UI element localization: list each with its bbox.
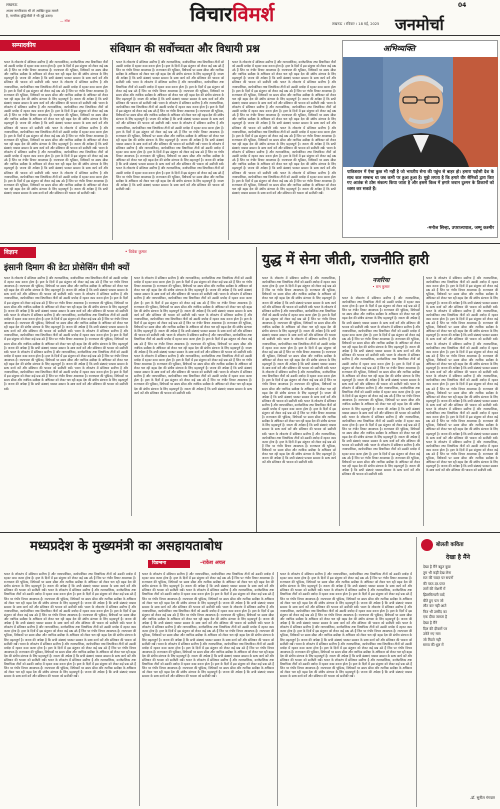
main-story-headline: युद्ध में सेना जीती, राजनीति हारी — [262, 252, 429, 268]
column-divider — [139, 572, 140, 806]
bottom-story-byline: –राकेश अचल — [200, 560, 226, 566]
najariya-label-box — [342, 276, 420, 294]
poem-line: जो मिटते नहीं — [423, 637, 441, 642]
tagline-line1: अपना नागरिकत्व भी तो आखिर कुछ मायने — [6, 9, 59, 13]
bottom-column-1: भारत के लोकतंत्र में संविधान सर्वोच्च है और न्यायपालिका, कार्यपालिका तथा विधायिका तीनों को उसकी मर्यादा में रहकर काम करना होता है। हाल के दिनों में इस संतुलन को लेकर कई प्रश्न उठे हैं जिन पर गंभीर विचार आवश्यक है। राज्यपाल की भूमिका, विधेयकों पर समय सीमा और न्यायिक समीक्षा के अधिकार को लेकर चल रही बहस देश की संघीय संरचना के लिए महत्वपूर्ण है। जनता की अपेक्षा है कि सभी संस्थाएं परस्पर सम्मान के साथ कार्य करें और संविधान की भावना को सर्वोपरि रखें। भारत के लोकतंत्र में संविधान सर्वोच्च है और न्यायपालिका, कार्यपालिका तथा विधायिका तीनों को उसकी मर्यादा में रहकर काम करना होता है। हाल के दिनों में इस संतुलन को लेकर कई प्रश्न उठे हैं जिन पर गंभीर विचार आवश्यक है। राज्यपाल की भूमिका, विधेयकों पर समय सीमा और न्यायिक समीक्षा के अधिकार को लेकर चल रही बहस देश की संघीय संरचना के लिए महत्वपूर्ण है। जनता की अपेक्षा है कि सभी संस्थाएं परस्पर सम्मान के साथ कार्य करें और संविधान की भावना को सर्वोपरि रखें। भारत के लोकतंत्र में संविधान सर्वोच्च है और न्यायपालिका, कार्यपालिका तथा विधायिका तीनों को उसकी मर्यादा में रहकर काम करना होता है। हाल के दिनों में इस संतुलन को लेकर कई प्रश्न उठे हैं जिन पर गंभीर विचार आवश्यक है। राज्यपाल की भूमिका, विधेयकों पर समय सीमा और न्यायिक समीक्षा के अधिकार को लेकर चल रही बहस देश की संघीय संरचना के लिए महत्वपूर्ण है। जनता की अपेक्षा है कि सभी संस्थाएं परस्पर सम्मान के साथ कार्य करें और संविधान की भावना को सर्वोपरि रखें। भारत के लोकतंत्र में संविधान सर्वोच्च है और न्यायपालिका, कार्यपालिका तथा विधायिका तीनों को उसकी मर्यादा में रहकर काम करना होता है। हाल के दिनों में इस संतुलन को लेकर कई प्रश्न उठे हैं जिन पर गंभीर विचार आवश्यक है। राज्यपाल की भूमिका, विधेयकों पर समय सीमा और न्यायिक समीक्षा के अधिकार को लेकर चल रही बहस देश की संघीय संरचना के लिए महत्वपूर्ण है। जनता की अपेक्षा है कि सभी संस्थाएं परस्पर सम्मान के साथ कार्य करें और संविधान की भावना को सर्वोपरि रखें। भारत के लोकतंत्र में संविधान सर्वोच्च है और न्यायपालिका, कार्यपालिका तथा विधायिका तीनों को उसकी मर्यादा में रहकर काम करना होता है। हाल के दिनों में इस संतुलन को लेकर कई प्रश्न उठे हैं जिन पर गंभीर विचार आवश्यक है। राज्यपाल की भूमिका, विधेयकों पर समय सीमा और न्यायिक समीक्षा के अधिकार को लेकर चल रही बहस देश की संघीय संरचना के लिए महत्वपूर्ण है। जनता की अपेक्षा है कि सभी संस्थाएं परस्पर सम्मान के साथ कार्य करें और संविधान की भावना को सर्वोपरि रखें। भारत के लोकतंत्र में संविधान सर्वोच्च है और न्यायपालिका, कार्यपालिका तथा विधायिका तीनों को उसकी मर्यादा में रहकर काम करना होता है। हाल के दिनों में इस संतुलन को लेकर कई प्रश्न उठे हैं जिन पर गंभीर विचार आवश्यक है। राज्यपाल की भूमिका, विधेयकों पर समय सीमा और न्यायिक समीक्षा के अधिकार को लेकर चल रही बहस देश की संघीय संरचना के लिए महत्वपूर्ण है। जनता की अपेक्षा है कि सभी संस्थाएं परस्पर सम्मान के साथ कार्य करें और संविधान की भावना को सर्वोपरि रखें। — [4, 572, 136, 679]
column-divider — [256, 247, 257, 532]
poem-line: तुम भी कहीं देख लेना — [423, 570, 452, 575]
section-rule — [0, 243, 500, 244]
poem-lines — [423, 565, 495, 649]
vidambana-label: विडम्बना — [148, 560, 190, 568]
abhivyakti-attribution: -मनोज सिन्हा, उपराज्यपाल, जम्मू कश्मीर — [426, 226, 494, 231]
column-divider — [112, 60, 113, 240]
poem-line: देखा है मैंने बहुत कुछ — [423, 565, 451, 569]
poem-line: उकेरे गए नाम — [423, 632, 441, 637]
poem-line: लौट कर नहीं आते — [423, 604, 447, 609]
vimarsh-word: विमर्श — [232, 2, 275, 26]
small-left-label: लखनऊ — [6, 2, 18, 7]
poem-line: फिर भी उम्मीद का — [423, 609, 447, 614]
editorial-label: सम्पादकीय — [0, 40, 80, 51]
poem-title: देखा है मैंने — [446, 554, 470, 561]
portrait-photo — [343, 57, 498, 167]
poem-line: रात की चादर पर सपनों — [423, 576, 454, 581]
section-title-vichar-vimarsh — [190, 3, 274, 25]
vigyan-column-1: भारत के लोकतंत्र में संविधान सर्वोच्च है और न्यायपालिका, कार्यपालिका तथा विधायिका तीनों को उसकी मर्यादा में रहकर काम करना होता है। हाल के दिनों में इस संतुलन को लेकर कई प्रश्न उठे हैं जिन पर गंभीर विचार आवश्यक है। राज्यपाल की भूमिका, विधेयकों पर समय सीमा और न्यायिक समीक्षा के अधिकार को लेकर चल रही बहस देश की संघीय संरचना के लिए महत्वपूर्ण है। जनता की अपेक्षा है कि सभी संस्थाएं परस्पर सम्मान के साथ कार्य करें और संविधान की भावना को सर्वोपरि रखें। भारत के लोकतंत्र में संविधान सर्वोच्च है और न्यायपालिका, कार्यपालिका तथा विधायिका तीनों को उसकी मर्यादा में रहकर काम करना होता है। हाल के दिनों में इस संतुलन को लेकर कई प्रश्न उठे हैं जिन पर गंभीर विचार आवश्यक है। राज्यपाल की भूमिका, विधेयकों पर समय सीमा और न्यायिक समीक्षा के अधिकार को लेकर चल रही बहस देश की संघीय संरचना के लिए महत्वपूर्ण है। जनता की अपेक्षा है कि सभी संस्थाएं परस्पर सम्मान के साथ कार्य करें और संविधान की भावना को सर्वोपरि रखें। भारत के लोकतंत्र में संविधान सर्वोच्च है और न्यायपालिका, कार्यपालिका तथा विधायिका तीनों को उसकी मर्यादा में रहकर काम करना होता है। हाल के दिनों में इस संतुलन को लेकर कई प्रश्न उठे हैं जिन पर गंभीर विचार आवश्यक है। राज्यपाल की भूमिका, विधेयकों पर समय सीमा और न्यायिक समीक्षा के अधिकार को लेकर चल रही बहस देश की संघीय संरचना के लिए महत्वपूर्ण है। जनता की अपेक्षा है कि सभी संस्थाएं परस्पर सम्मान के साथ कार्य करें और संविधान की भावना को सर्वोपरि रखें। भारत के लोकतंत्र में संविधान सर्वोच्च है और न्यायपालिका, कार्यपालिका तथा विधायिका तीनों को उसकी मर्यादा में रहकर काम करना होता है। हाल के दिनों में इस संतुलन को लेकर कई प्रश्न उठे हैं जिन पर गंभीर विचार आवश्यक है। राज्यपाल की भूमिका, विधेयकों पर समय सीमा और न्यायिक समीक्षा के अधिकार को लेकर चल रही बहस देश की संघीय संरचना के लिए महत्वपूर्ण है। जनता की अपेक्षा है कि सभी संस्थाएं परस्पर सम्मान के साथ कार्य करें और संविधान की भावना को सर्वोपरि रखें। भारत के लोकतंत्र में संविधान सर्वोच्च है और न्यायपालिका, कार्यपालिका तथा विधायिका तीनों को उसकी मर्यादा में रहकर काम करना होता है। हाल के दिनों में इस संतुलन को लेकर कई प्रश्न उठे हैं जिन पर गंभीर विचार आवश्यक है। राज्यपाल की भूमिका, विधेयकों पर समय सीमा और न्यायिक समीक्षा के अधिकार को लेकर चल रही बहस देश की संघीय संरचना के लिए महत्वपूर्ण है। जनता की अपेक्षा है कि सभी संस्थाएं परस्पर सम्मान के साथ कार्य करें और संविधान की भावना को सर्वोपरि रखें। भारत के लोकतंत्र में संविधान सर्वोच्च है और न्यायपालिका, कार्यपालिका तथा विधायिका तीनों को उसकी मर्यादा में रहकर काम करना होता है। हाल के दिनों में इस संतुलन को लेकर कई प्रश्न उठे हैं जिन पर गंभीर विचार आवश्यक है। राज्यपाल की भूमिका, विधेयकों पर समय सीमा और न्यायिक समीक्षा के अधिकार को लेकर चल रही बहस देश की संघीय संरचना के लिए महत्वपूर्ण है। जनता की अपेक्षा है कि सभी संस्थाएं परस्पर सम्मान के साथ कार्य करें और संविधान की भावना को सर्वोपरि रखें। — [4, 276, 128, 391]
editorial-headline: संविधान की सर्वोच्चता और विधायी प्रश्न — [110, 43, 260, 55]
date-line: लखनऊ । रविवार । 18 मई, 2025 — [332, 22, 380, 26]
column-divider — [131, 276, 132, 516]
poem-line: दिल की दीवारों पर — [423, 626, 448, 631]
column-divider — [339, 276, 340, 526]
brand-logo: जनमोर्चा — [395, 15, 444, 34]
page-number: 04 — [458, 2, 467, 9]
poem-line: समय की धूल में — [423, 643, 444, 648]
vigyan-headline: इंसानी दिमाग की डेटा प्रोसेसिंग धीमी क्यों — [4, 262, 130, 272]
editorial-column-1: भारत के लोकतंत्र में संविधान सर्वोच्च है और न्यायपालिका, कार्यपालिका तथा विधायिका तीनों को उसकी मर्यादा में रहकर काम करना होता है। हाल के दिनों में इस संतुलन को लेकर कई प्रश्न उठे हैं जिन पर गंभीर विचार आवश्यक है। राज्यपाल की भूमिका, विधेयकों पर समय सीमा और न्यायिक समीक्षा के अधिकार को लेकर चल रही बहस देश की संघीय संरचना के लिए महत्वपूर्ण है। जनता की अपेक्षा है कि सभी संस्थाएं परस्पर सम्मान के साथ कार्य करें और संविधान की भावना को सर्वोपरि रखें। भारत के लोकतंत्र में संविधान सर्वोच्च है और न्यायपालिका, कार्यपालिका तथा विधायिका तीनों को उसकी मर्यादा में रहकर काम करना होता है। हाल के दिनों में इस संतुलन को लेकर कई प्रश्न उठे हैं जिन पर गंभीर विचार आवश्यक है। राज्यपाल की भूमिका, विधेयकों पर समय सीमा और न्यायिक समीक्षा के अधिकार को लेकर चल रही बहस देश की संघीय संरचना के लिए महत्वपूर्ण है। जनता की अपेक्षा है कि सभी संस्थाएं परस्पर सम्मान के साथ कार्य करें और संविधान की भावना को सर्वोपरि रखें। भारत के लोकतंत्र में संविधान सर्वोच्च है और न्यायपालिका, कार्यपालिका तथा विधायिका तीनों को उसकी मर्यादा में रहकर काम करना होता है। हाल के दिनों में इस संतुलन को लेकर कई प्रश्न उठे हैं जिन पर गंभीर विचार आवश्यक है। राज्यपाल की भूमिका, विधेयकों पर समय सीमा और न्यायिक समीक्षा के अधिकार को लेकर चल रही बहस देश की संघीय संरचना के लिए महत्वपूर्ण है। जनता की अपेक्षा है कि सभी संस्थाएं परस्पर सम्मान के साथ कार्य करें और संविधान की भावना को सर्वोपरि रखें। भारत के लोकतंत्र में संविधान सर्वोच्च है और न्यायपालिका, कार्यपालिका तथा विधायिका तीनों को उसकी मर्यादा में रहकर काम करना होता है। हाल के दिनों में इस संतुलन को लेकर कई प्रश्न उठे हैं जिन पर गंभीर विचार आवश्यक है। राज्यपाल की भूमिका, विधेयकों पर समय सीमा और न्यायिक समीक्षा के अधिकार को लेकर चल रही बहस देश की संघीय संरचना के लिए महत्वपूर्ण है। जनता की अपेक्षा है कि सभी संस्थाएं परस्पर सम्मान के साथ कार्य करें और संविधान की भावना को सर्वोपरि रखें। भारत के लोकतंत्र में संविधान सर्वोच्च है और न्यायपालिका, कार्यपालिका तथा विधायिका तीनों को उसकी मर्यादा में रहकर काम करना होता है। हाल के दिनों में इस संतुलन को लेकर कई प्रश्न उठे हैं जिन पर गंभीर विचार आवश्यक है। राज्यपाल की भूमिका, विधेयकों पर समय सीमा और न्यायिक समीक्षा के अधिकार को लेकर चल रही बहस देश की संघीय संरचना के लिए महत्वपूर्ण है। जनता की अपेक्षा है कि सभी संस्थाएं परस्पर सम्मान के साथ कार्य करें और संविधान की भावना को सर्वोपरि रखें। भारत के लोकतंत्र में संविधान सर्वोच्च है और न्यायपालिका, कार्यपालिका तथा विधायिका तीनों को उसकी मर्यादा में रहकर काम करना होता है। हाल के दिनों में इस संतुलन को लेकर कई प्रश्न उठे हैं जिन पर गंभीर विचार आवश्यक है। राज्यपाल की भूमिका, विधेयकों पर समय सीमा और न्यायिक समीक्षा के अधिकार को लेकर चल रही बहस देश की संघीय संरचना के लिए महत्वपूर्ण है। जनता की अपेक्षा है कि सभी संस्थाएं परस्पर सम्मान के साथ कार्य करें और संविधान की भावना को सर्वोपरि रखें। — [4, 60, 108, 195]
column-divider — [228, 60, 229, 240]
poem-line: बीते हुए पल जो — [423, 598, 444, 603]
abhivyakti-quote: पाकिस्तान में ऐसा कुछ भी नहीं है जो भारतीय सेना की पहुंच से बाहर हो। हमारा पड़ोसी देश के साथ कल सम्बन्ध था जब कभी पर हुआ हुआ है। मुझे लगता है कि हमारे वीर सैनिकों द्वारा किए गए आतंक से ठोस संकल्प किया जाता है और इससे विश्व में हमारे जवान दुश्मन के ठिकानों को ध्वस्त कर सकते हैं। — [347, 169, 494, 191]
bottom-story-headline: मध्यप्रदेश के मुख्यमंत्री का असहायताबोध — [30, 539, 223, 554]
editorial-column-2: भारत के लोकतंत्र में संविधान सर्वोच्च है और न्यायपालिका, कार्यपालिका तथा विधायिका तीनों को उसकी मर्यादा में रहकर काम करना होता है। हाल के दिनों में इस संतुलन को लेकर कई प्रश्न उठे हैं जिन पर गंभीर विचार आवश्यक है। राज्यपाल की भूमिका, विधेयकों पर समय सीमा और न्यायिक समीक्षा के अधिकार को लेकर चल रही बहस देश की संघीय संरचना के लिए महत्वपूर्ण है। जनता की अपेक्षा है कि सभी संस्थाएं परस्पर सम्मान के साथ कार्य करें और संविधान की भावना को सर्वोपरि रखें। भारत के लोकतंत्र में संविधान सर्वोच्च है और न्यायपालिका, कार्यपालिका तथा विधायिका तीनों को उसकी मर्यादा में रहकर काम करना होता है। हाल के दिनों में इस संतुलन को लेकर कई प्रश्न उठे हैं जिन पर गंभीर विचार आवश्यक है। राज्यपाल की भूमिका, विधेयकों पर समय सीमा और न्यायिक समीक्षा के अधिकार को लेकर चल रही बहस देश की संघीय संरचना के लिए महत्वपूर्ण है। जनता की अपेक्षा है कि सभी संस्थाएं परस्पर सम्मान के साथ कार्य करें और संविधान की भावना को सर्वोपरि रखें। भारत के लोकतंत्र में संविधान सर्वोच्च है और न्यायपालिका, कार्यपालिका तथा विधायिका तीनों को उसकी मर्यादा में रहकर काम करना होता है। हाल के दिनों में इस संतुलन को लेकर कई प्रश्न उठे हैं जिन पर गंभीर विचार आवश्यक है। राज्यपाल की भूमिका, विधेयकों पर समय सीमा और न्यायिक समीक्षा के अधिकार को लेकर चल रही बहस देश की संघीय संरचना के लिए महत्वपूर्ण है। जनता की अपेक्षा है कि सभी संस्थाएं परस्पर सम्मान के साथ कार्य करें और संविधान की भावना को सर्वोपरि रखें। भारत के लोकतंत्र में संविधान सर्वोच्च है और न्यायपालिका, कार्यपालिका तथा विधायिका तीनों को उसकी मर्यादा में रहकर काम करना होता है। हाल के दिनों में इस संतुलन को लेकर कई प्रश्न उठे हैं जिन पर गंभीर विचार आवश्यक है। राज्यपाल की भूमिका, विधेयकों पर समय सीमा और न्यायिक समीक्षा के अधिकार को लेकर चल रही बहस देश की संघीय संरचना के लिए महत्वपूर्ण है। जनता की अपेक्षा है कि सभी संस्थाएं परस्पर सम्मान के साथ कार्य करें और संविधान की भावना को सर्वोपरि रखें। भारत के लोकतंत्र में संविधान सर्वोच्च है और न्यायपालिका, कार्यपालिका तथा विधायिका तीनों को उसकी मर्यादा में रहकर काम करना होता है। हाल के दिनों में इस संतुलन को लेकर कई प्रश्न उठे हैं जिन पर गंभीर विचार आवश्यक है। राज्यपाल की भूमिका, विधेयकों पर समय सीमा और न्यायिक समीक्षा के अधिकार को लेकर चल रही बहस देश की संघीय संरचना के लिए महत्वपूर्ण है। जनता की अपेक्षा है कि सभी संस्थाएं परस्पर सम्मान के साथ कार्य करें और संविधान की भावना को सर्वोपरि रखें। भारत के लोकतंत्र में संविधान सर्वोच्च है और न्यायपालिका, कार्यपालिका तथा विधायिका तीनों को उसकी मर्यादा में रहकर काम करना होता है। हाल के दिनों में इस संतुलन को लेकर कई प्रश्न उठे हैं जिन पर गंभीर विचार आवश्यक है। राज्यपाल की भूमिका, विधेयकों पर समय सीमा और न्यायिक समीक्षा के अधिकार को लेकर चल रही बहस देश की संघीय संरचना के लिए महत्वपूर्ण है। जनता की अपेक्षा है कि सभी संस्थाएं परस्पर सम्मान के साथ कार्य करें और संविधान की भावना को सर्वोपरि रखें। — [116, 60, 224, 191]
tagline-author: — नरेश — [60, 19, 71, 23]
abhivyakti-label: अभिव्यक्ति — [383, 44, 416, 53]
poem-author: -डॉ. सुनील गंगवार — [469, 795, 495, 800]
vichar-word: विचार — [190, 2, 233, 26]
vigyan-byline: • विवेक कुमार — [125, 249, 147, 254]
abhivyakti-box — [342, 40, 498, 238]
najariya-label: नजरिया — [372, 277, 390, 284]
main-story-column-3: भारत के लोकतंत्र में संविधान सर्वोच्च है और न्यायपालिका, कार्यपालिका तथा विधायिका तीनों को उसकी मर्यादा में रहकर काम करना होता है। हाल के दिनों में इस संतुलन को लेकर कई प्रश्न उठे हैं जिन पर गंभीर विचार आवश्यक है। राज्यपाल की भूमिका, विधेयकों पर समय सीमा और न्यायिक समीक्षा के अधिकार को लेकर चल रही बहस देश की संघीय संरचना के लिए महत्वपूर्ण है। जनता की अपेक्षा है कि सभी संस्थाएं परस्पर सम्मान के साथ कार्य करें और संविधान की भावना को सर्वोपरि रखें। भारत के लोकतंत्र में संविधान सर्वोच्च है और न्यायपालिका, कार्यपालिका तथा विधायिका तीनों को उसकी मर्यादा में रहकर काम करना होता है। हाल के दिनों में इस संतुलन को लेकर कई प्रश्न उठे हैं जिन पर गंभीर विचार आवश्यक है। राज्यपाल की भूमिका, विधेयकों पर समय सीमा और न्यायिक समीक्षा के अधिकार को लेकर चल रही बहस देश की संघीय संरचना के लिए महत्वपूर्ण है। जनता की अपेक्षा है कि सभी संस्थाएं परस्पर सम्मान के साथ कार्य करें और संविधान की भावना को सर्वोपरि रखें। भारत के लोकतंत्र में संविधान सर्वोच्च है और न्यायपालिका, कार्यपालिका तथा विधायिका तीनों को उसकी मर्यादा में रहकर काम करना होता है। हाल के दिनों में इस संतुलन को लेकर कई प्रश्न उठे हैं जिन पर गंभीर विचार आवश्यक है। राज्यपाल की भूमिका, विधेयकों पर समय सीमा और न्यायिक समीक्षा के अधिकार को लेकर चल रही बहस देश की संघीय संरचना के लिए महत्वपूर्ण है। जनता की अपेक्षा है कि सभी संस्थाएं परस्पर सम्मान के साथ कार्य करें और संविधान की भावना को सर्वोपरि रखें। भारत के लोकतंत्र में संविधान सर्वोच्च है और न्यायपालिका, कार्यपालिका तथा विधायिका तीनों को उसकी मर्यादा में रहकर काम करना होता है। हाल के दिनों में इस संतुलन को लेकर कई प्रश्न उठे हैं जिन पर गंभीर विचार आवश्यक है। राज्यपाल की भूमिका, विधेयकों पर समय सीमा और न्यायिक समीक्षा के अधिकार को लेकर चल रही बहस देश की संघीय संरचना के लिए महत्वपूर्ण है। जनता की अपेक्षा है कि सभी संस्थाएं परस्पर सम्मान के साथ कार्य करें और संविधान की भावना को सर्वोपरि रखें। भारत के लोकतंत्र में संविधान सर्वोच्च है और न्यायपालिका, कार्यपालिका तथा विधायिका तीनों को उसकी मर्यादा में रहकर काम करना होता है। हाल के दिनों में इस संतुलन को लेकर कई प्रश्न उठे हैं जिन पर गंभीर विचार आवश्यक है। राज्यपाल की भूमिका, विधेयकों पर समय सीमा और न्यायिक समीक्षा के अधिकार को लेकर चल रही बहस देश की संघीय संरचना के लिए महत्वपूर्ण है। जनता की अपेक्षा है कि सभी संस्थाएं परस्पर सम्मान के साथ कार्य करें और संविधान की भावना को सर्वोपरि रखें। भारत के लोकतंत्र में संविधान सर्वोच्च है और न्यायपालिका, कार्यपालिका तथा विधायिका तीनों को उसकी मर्यादा में रहकर काम करना होता है। हाल के दिनों में इस संतुलन को लेकर कई प्रश्न उठे हैं जिन पर गंभीर विचार आवश्यक है। राज्यपाल की भूमिका, विधेयकों पर समय सीमा और न्यायिक समीक्षा के अधिकार को लेकर चल रही बहस देश की संघीय संरचना के लिए महत्वपूर्ण है। जनता की अपेक्षा है कि सभी संस्थाएं परस्पर सम्मान के साथ कार्य करें और संविधान की भावना को सर्वोपरि रखें। — [426, 276, 498, 473]
section-rule — [0, 532, 500, 533]
poem-line: देखा है मैंने — [423, 620, 438, 625]
masthead — [0, 0, 500, 40]
main-story-column-1: भारत के लोकतंत्र में संविधान सर्वोच्च है और न्यायपालिका, कार्यपालिका तथा विधायिका तीनों को उसकी मर्यादा में रहकर काम करना होता है। हाल के दिनों में इस संतुलन को लेकर कई प्रश्न उठे हैं जिन पर गंभीर विचार आवश्यक है। राज्यपाल की भूमिका, विधेयकों पर समय सीमा और न्यायिक समीक्षा के अधिकार को लेकर चल रही बहस देश की संघीय संरचना के लिए महत्वपूर्ण है। जनता की अपेक्षा है कि सभी संस्थाएं परस्पर सम्मान के साथ कार्य करें और संविधान की भावना को सर्वोपरि रखें। भारत के लोकतंत्र में संविधान सर्वोच्च है और न्यायपालिका, कार्यपालिका तथा विधायिका तीनों को उसकी मर्यादा में रहकर काम करना होता है। हाल के दिनों में इस संतुलन को लेकर कई प्रश्न उठे हैं जिन पर गंभीर विचार आवश्यक है। राज्यपाल की भूमिका, विधेयकों पर समय सीमा और न्यायिक समीक्षा के अधिकार को लेकर चल रही बहस देश की संघीय संरचना के लिए महत्वपूर्ण है। जनता की अपेक्षा है कि सभी संस्थाएं परस्पर सम्मान के साथ कार्य करें और संविधान की भावना को सर्वोपरि रखें। भारत के लोकतंत्र में संविधान सर्वोच्च है और न्यायपालिका, कार्यपालिका तथा विधायिका तीनों को उसकी मर्यादा में रहकर काम करना होता है। हाल के दिनों में इस संतुलन को लेकर कई प्रश्न उठे हैं जिन पर गंभीर विचार आवश्यक है। राज्यपाल की भूमिका, विधेयकों पर समय सीमा और न्यायिक समीक्षा के अधिकार को लेकर चल रही बहस देश की संघीय संरचना के लिए महत्वपूर्ण है। जनता की अपेक्षा है कि सभी संस्थाएं परस्पर सम्मान के साथ कार्य करें और संविधान की भावना को सर्वोपरि रखें। भारत के लोकतंत्र में संविधान सर्वोच्च है और न्यायपालिका, कार्यपालिका तथा विधायिका तीनों को उसकी मर्यादा में रहकर काम करना होता है। हाल के दिनों में इस संतुलन को लेकर कई प्रश्न उठे हैं जिन पर गंभीर विचार आवश्यक है। राज्यपाल की भूमिका, विधेयकों पर समय सीमा और न्यायिक समीक्षा के अधिकार को लेकर चल रही बहस देश की संघीय संरचना के लिए महत्वपूर्ण है। जनता की अपेक्षा है कि सभी संस्थाएं परस्पर सम्मान के साथ कार्य करें और संविधान की भावना को सर्वोपरि रखें। भारत के लोकतंत्र में संविधान सर्वोच्च है और न्यायपालिका, कार्यपालिका तथा विधायिका तीनों को उसकी मर्यादा में रहकर काम करना होता है। हाल के दिनों में इस संतुलन को लेकर कई प्रश्न उठे हैं जिन पर गंभीर विचार आवश्यक है। राज्यपाल की भूमिका, विधेयकों पर समय सीमा और न्यायिक समीक्षा के अधिकार को लेकर चल रही बहस देश की संघीय संरचना के लिए महत्वपूर्ण है। जनता की अपेक्षा है कि सभी संस्थाएं परस्पर सम्मान के साथ कार्य करें और संविधान की भावना को सर्वोपरि रखें। भारत के लोकतंत्र में संविधान सर्वोच्च है और न्यायपालिका, कार्यपालिका तथा विधायिका तीनों को उसकी मर्यादा में रहकर काम करना होता है। हाल के दिनों में इस संतुलन को लेकर कई प्रश्न उठे हैं जिन पर गंभीर विचार आवश्यक है। राज्यपाल की भूमिका, विधेयकों पर समय सीमा और न्यायिक समीक्षा के अधिकार को लेकर चल रही बहस देश की संघीय संरचना के लिए महत्वपूर्ण है। जनता की अपेक्षा है कि सभी संस्थाएं परस्पर सम्मान के साथ कार्य करें और संविधान की भावना को सर्वोपरि रखें। — [262, 276, 336, 465]
poem-line: एक दीया जलता है — [423, 615, 448, 620]
bolti-kavita-icon — [421, 539, 433, 551]
bottom-column-2: भारत के लोकतंत्र में संविधान सर्वोच्च है और न्यायपालिका, कार्यपालिका तथा विधायिका तीनों को उसकी मर्यादा में रहकर काम करना होता है। हाल के दिनों में इस संतुलन को लेकर कई प्रश्न उठे हैं जिन पर गंभीर विचार आवश्यक है। राज्यपाल की भूमिका, विधेयकों पर समय सीमा और न्यायिक समीक्षा के अधिकार को लेकर चल रही बहस देश की संघीय संरचना के लिए महत्वपूर्ण है। जनता की अपेक्षा है कि सभी संस्थाएं परस्पर सम्मान के साथ कार्य करें और संविधान की भावना को सर्वोपरि रखें। भारत के लोकतंत्र में संविधान सर्वोच्च है और न्यायपालिका, कार्यपालिका तथा विधायिका तीनों को उसकी मर्यादा में रहकर काम करना होता है। हाल के दिनों में इस संतुलन को लेकर कई प्रश्न उठे हैं जिन पर गंभीर विचार आवश्यक है। राज्यपाल की भूमिका, विधेयकों पर समय सीमा और न्यायिक समीक्षा के अधिकार को लेकर चल रही बहस देश की संघीय संरचना के लिए महत्वपूर्ण है। जनता की अपेक्षा है कि सभी संस्थाएं परस्पर सम्मान के साथ कार्य करें और संविधान की भावना को सर्वोपरि रखें। भारत के लोकतंत्र में संविधान सर्वोच्च है और न्यायपालिका, कार्यपालिका तथा विधायिका तीनों को उसकी मर्यादा में रहकर काम करना होता है। हाल के दिनों में इस संतुलन को लेकर कई प्रश्न उठे हैं जिन पर गंभीर विचार आवश्यक है। राज्यपाल की भूमिका, विधेयकों पर समय सीमा और न्यायिक समीक्षा के अधिकार को लेकर चल रही बहस देश की संघीय संरचना के लिए महत्वपूर्ण है। जनता की अपेक्षा है कि सभी संस्थाएं परस्पर सम्मान के साथ कार्य करें और संविधान की भावना को सर्वोपरि रखें। भारत के लोकतंत्र में संविधान सर्वोच्च है और न्यायपालिका, कार्यपालिका तथा विधायिका तीनों को उसकी मर्यादा में रहकर काम करना होता है। हाल के दिनों में इस संतुलन को लेकर कई प्रश्न उठे हैं जिन पर गंभीर विचार आवश्यक है। राज्यपाल की भूमिका, विधेयकों पर समय सीमा और न्यायिक समीक्षा के अधिकार को लेकर चल रही बहस देश की संघीय संरचना के लिए महत्वपूर्ण है। जनता की अपेक्षा है कि सभी संस्थाएं परस्पर सम्मान के साथ कार्य करें और संविधान की भावना को सर्वोपरि रखें। भारत के लोकतंत्र में संविधान सर्वोच्च है और न्यायपालिका, कार्यपालिका तथा विधायिका तीनों को उसकी मर्यादा में रहकर काम करना होता है। हाल के दिनों में इस संतुलन को लेकर कई प्रश्न उठे हैं जिन पर गंभीर विचार आवश्यक है। राज्यपाल की भूमिका, विधेयकों पर समय सीमा और न्यायिक समीक्षा के अधिकार को लेकर चल रही बहस देश की संघीय संरचना के लिए महत्वपूर्ण है। जनता की अपेक्षा है कि सभी संस्थाएं परस्पर सम्मान के साथ कार्य करें और संविधान की भावना को सर्वोपरि रखें। भारत के लोकतंत्र में संविधान सर्वोच्च है और न्यायपालिका, कार्यपालिका तथा विधायिका तीनों को उसकी मर्यादा में रहकर काम करना होता है। हाल के दिनों में इस संतुलन को लेकर कई प्रश्न उठे हैं जिन पर गंभीर विचार आवश्यक है। राज्यपाल की भूमिका, विधेयकों पर समय सीमा और न्यायिक समीक्षा के अधिकार को लेकर चल रही बहस देश की संघीय संरचना के लिए महत्वपूर्ण है। जनता की अपेक्षा है कि सभी संस्थाएं परस्पर सम्मान के साथ कार्य करें और संविधान की भावना को सर्वोपरि रखें। — [142, 572, 274, 679]
masthead-rule — [0, 35, 500, 36]
vigyan-label: विज्ञान — [0, 247, 36, 258]
poem-line: तारों की रोशनी में — [423, 587, 446, 592]
tagline-line2: है, नागरिक बुद्धिजीवी ने भी मुद्दे उठाए। — [6, 14, 54, 18]
column-divider — [277, 572, 278, 806]
column-divider — [423, 276, 424, 526]
editorial-column-3: भारत के लोकतंत्र में संविधान सर्वोच्च है और न्यायपालिका, कार्यपालिका तथा विधायिका तीनों को उसकी मर्यादा में रहकर काम करना होता है। हाल के दिनों में इस संतुलन को लेकर कई प्रश्न उठे हैं जिन पर गंभीर विचार आवश्यक है। राज्यपाल की भूमिका, विधेयकों पर समय सीमा और न्यायिक समीक्षा के अधिकार को लेकर चल रही बहस देश की संघीय संरचना के लिए महत्वपूर्ण है। जनता की अपेक्षा है कि सभी संस्थाएं परस्पर सम्मान के साथ कार्य करें और संविधान की भावना को सर्वोपरि रखें। भारत के लोकतंत्र में संविधान सर्वोच्च है और न्यायपालिका, कार्यपालिका तथा विधायिका तीनों को उसकी मर्यादा में रहकर काम करना होता है। हाल के दिनों में इस संतुलन को लेकर कई प्रश्न उठे हैं जिन पर गंभीर विचार आवश्यक है। राज्यपाल की भूमिका, विधेयकों पर समय सीमा और न्यायिक समीक्षा के अधिकार को लेकर चल रही बहस देश की संघीय संरचना के लिए महत्वपूर्ण है। जनता की अपेक्षा है कि सभी संस्थाएं परस्पर सम्मान के साथ कार्य करें और संविधान की भावना को सर्वोपरि रखें। भारत के लोकतंत्र में संविधान सर्वोच्च है और न्यायपालिका, कार्यपालिका तथा विधायिका तीनों को उसकी मर्यादा में रहकर काम करना होता है। हाल के दिनों में इस संतुलन को लेकर कई प्रश्न उठे हैं जिन पर गंभीर विचार आवश्यक है। राज्यपाल की भूमिका, विधेयकों पर समय सीमा और न्यायिक समीक्षा के अधिकार को लेकर चल रही बहस देश की संघीय संरचना के लिए महत्वपूर्ण है। जनता की अपेक्षा है कि सभी संस्थाएं परस्पर सम्मान के साथ कार्य करें और संविधान की भावना को सर्वोपरि रखें। भारत के लोकतंत्र में संविधान सर्वोच्च है और न्यायपालिका, कार्यपालिका तथा विधायिका तीनों को उसकी मर्यादा में रहकर काम करना होता है। हाल के दिनों में इस संतुलन को लेकर कई प्रश्न उठे हैं जिन पर गंभीर विचार आवश्यक है। राज्यपाल की भूमिका, विधेयकों पर समय सीमा और न्यायिक समीक्षा के अधिकार को लेकर चल रही बहस देश की संघीय संरचना के लिए महत्वपूर्ण है। जनता की अपेक्षा है कि सभी संस्थाएं परस्पर सम्मान के साथ कार्य करें और संविधान की भावना को सर्वोपरि रखें। भारत के लोकतंत्र में संविधान सर्वोच्च है और न्यायपालिका, कार्यपालिका तथा विधायिका तीनों को उसकी मर्यादा में रहकर काम करना होता है। हाल के दिनों में इस संतुलन को लेकर कई प्रश्न उठे हैं जिन पर गंभीर विचार आवश्यक है। राज्यपाल की भूमिका, विधेयकों पर समय सीमा और न्यायिक समीक्षा के अधिकार को लेकर चल रही बहस देश की संघीय संरचना के लिए महत्वपूर्ण है। जनता की अपेक्षा है कि सभी संस्थाएं परस्पर सम्मान के साथ कार्य करें और संविधान की भावना को सर्वोपरि रखें। भारत के लोकतंत्र में संविधान सर्वोच्च है और न्यायपालिका, कार्यपालिका तथा विधायिका तीनों को उसकी मर्यादा में रहकर काम करना होता है। हाल के दिनों में इस संतुलन को लेकर कई प्रश्न उठे हैं जिन पर गंभीर विचार आवश्यक है। राज्यपाल की भूमिका, विधेयकों पर समय सीमा और न्यायिक समीक्षा के अधिकार को लेकर चल रही बहस देश की संघीय संरचना के लिए महत्वपूर्ण है। जनता की अपेक्षा है कि सभी संस्थाएं परस्पर सम्मान के साथ कार्य करें और संविधान की भावना को सर्वोपरि रखें। — [232, 60, 336, 195]
bottom-column-3: भारत के लोकतंत्र में संविधान सर्वोच्च है और न्यायपालिका, कार्यपालिका तथा विधायिका तीनों को उसकी मर्यादा में रहकर काम करना होता है। हाल के दिनों में इस संतुलन को लेकर कई प्रश्न उठे हैं जिन पर गंभीर विचार आवश्यक है। राज्यपाल की भूमिका, विधेयकों पर समय सीमा और न्यायिक समीक्षा के अधिकार को लेकर चल रही बहस देश की संघीय संरचना के लिए महत्वपूर्ण है। जनता की अपेक्षा है कि सभी संस्थाएं परस्पर सम्मान के साथ कार्य करें और संविधान की भावना को सर्वोपरि रखें। भारत के लोकतंत्र में संविधान सर्वोच्च है और न्यायपालिका, कार्यपालिका तथा विधायिका तीनों को उसकी मर्यादा में रहकर काम करना होता है। हाल के दिनों में इस संतुलन को लेकर कई प्रश्न उठे हैं जिन पर गंभीर विचार आवश्यक है। राज्यपाल की भूमिका, विधेयकों पर समय सीमा और न्यायिक समीक्षा के अधिकार को लेकर चल रही बहस देश की संघीय संरचना के लिए महत्वपूर्ण है। जनता की अपेक्षा है कि सभी संस्थाएं परस्पर सम्मान के साथ कार्य करें और संविधान की भावना को सर्वोपरि रखें। भारत के लोकतंत्र में संविधान सर्वोच्च है और न्यायपालिका, कार्यपालिका तथा विधायिका तीनों को उसकी मर्यादा में रहकर काम करना होता है। हाल के दिनों में इस संतुलन को लेकर कई प्रश्न उठे हैं जिन पर गंभीर विचार आवश्यक है। राज्यपाल की भूमिका, विधेयकों पर समय सीमा और न्यायिक समीक्षा के अधिकार को लेकर चल रही बहस देश की संघीय संरचना के लिए महत्वपूर्ण है। जनता की अपेक्षा है कि सभी संस्थाएं परस्पर सम्मान के साथ कार्य करें और संविधान की भावना को सर्वोपरि रखें। भारत के लोकतंत्र में संविधान सर्वोच्च है और न्यायपालिका, कार्यपालिका तथा विधायिका तीनों को उसकी मर्यादा में रहकर काम करना होता है। हाल के दिनों में इस संतुलन को लेकर कई प्रश्न उठे हैं जिन पर गंभीर विचार आवश्यक है। राज्यपाल की भूमिका, विधेयकों पर समय सीमा और न्यायिक समीक्षा के अधिकार को लेकर चल रही बहस देश की संघीय संरचना के लिए महत्वपूर्ण है। जनता की अपेक्षा है कि सभी संस्थाएं परस्पर सम्मान के साथ कार्य करें और संविधान की भावना को सर्वोपरि रखें। भारत के लोकतंत्र में संविधान सर्वोच्च है और न्यायपालिका, कार्यपालिका तथा विधायिका तीनों को उसकी मर्यादा में रहकर काम करना होता है। हाल के दिनों में इस संतुलन को लेकर कई प्रश्न उठे हैं जिन पर गंभीर विचार आवश्यक है। राज्यपाल की भूमिका, विधेयकों पर समय सीमा और न्यायिक समीक्षा के अधिकार को लेकर चल रही बहस देश की संघीय संरचना के लिए महत्वपूर्ण है। जनता की अपेक्षा है कि सभी संस्थाएं परस्पर सम्मान के साथ कार्य करें और संविधान की भावना को सर्वोपरि रखें। भारत के लोकतंत्र में संविधान सर्वोच्च है और न्यायपालिका, कार्यपालिका तथा विधायिका तीनों को उसकी मर्यादा में रहकर काम करना होता है। हाल के दिनों में इस संतुलन को लेकर कई प्रश्न उठे हैं जिन पर गंभीर विचार आवश्यक है। राज्यपाल की भूमिका, विधेयकों पर समय सीमा और न्यायिक समीक्षा के अधिकार को लेकर चल रही बहस देश की संघीय संरचना के लिए महत्वपूर्ण है। जनता की अपेक्षा है कि सभी संस्थाएं परस्पर सम्मान के साथ कार्य करें और संविधान की भावना को सर्वोपरि रखें। — [280, 572, 412, 679]
poem-box — [416, 537, 498, 807]
poem-line: झिलमिलाती यादें — [423, 592, 445, 597]
bolti-kavita-label: बोलती कविता — [436, 542, 464, 548]
poem-line: की परत-दर-परत — [423, 581, 445, 586]
main-story-column-2: भारत के लोकतंत्र में संविधान सर्वोच्च है और न्यायपालिका, कार्यपालिका तथा विधायिका तीनों को उसकी मर्यादा में रहकर काम करना होता है। हाल के दिनों में इस संतुलन को लेकर कई प्रश्न उठे हैं जिन पर गंभीर विचार आवश्यक है। राज्यपाल की भूमिका, विधेयकों पर समय सीमा और न्यायिक समीक्षा के अधिकार को लेकर चल रही बहस देश की संघीय संरचना के लिए महत्वपूर्ण है। जनता की अपेक्षा है कि सभी संस्थाएं परस्पर सम्मान के साथ कार्य करें और संविधान की भावना को सर्वोपरि रखें। भारत के लोकतंत्र में संविधान सर्वोच्च है और न्यायपालिका, कार्यपालिका तथा विधायिका तीनों को उसकी मर्यादा में रहकर काम करना होता है। हाल के दिनों में इस संतुलन को लेकर कई प्रश्न उठे हैं जिन पर गंभीर विचार आवश्यक है। राज्यपाल की भूमिका, विधेयकों पर समय सीमा और न्यायिक समीक्षा के अधिकार को लेकर चल रही बहस देश की संघीय संरचना के लिए महत्वपूर्ण है। जनता की अपेक्षा है कि सभी संस्थाएं परस्पर सम्मान के साथ कार्य करें और संविधान की भावना को सर्वोपरि रखें। भारत के लोकतंत्र में संविधान सर्वोच्च है और न्यायपालिका, कार्यपालिका तथा विधायिका तीनों को उसकी मर्यादा में रहकर काम करना होता है। हाल के दिनों में इस संतुलन को लेकर कई प्रश्न उठे हैं जिन पर गंभीर विचार आवश्यक है। राज्यपाल की भूमिका, विधेयकों पर समय सीमा और न्यायिक समीक्षा के अधिकार को लेकर चल रही बहस देश की संघीय संरचना के लिए महत्वपूर्ण है। जनता की अपेक्षा है कि सभी संस्थाएं परस्पर सम्मान के साथ कार्य करें और संविधान की भावना को सर्वोपरि रखें। भारत के लोकतंत्र में संविधान सर्वोच्च है और न्यायपालिका, कार्यपालिका तथा विधायिका तीनों को उसकी मर्यादा में रहकर काम करना होता है। हाल के दिनों में इस संतुलन को लेकर कई प्रश्न उठे हैं जिन पर गंभीर विचार आवश्यक है। राज्यपाल की भूमिका, विधेयकों पर समय सीमा और न्यायिक समीक्षा के अधिकार को लेकर चल रही बहस देश की संघीय संरचना के लिए महत्वपूर्ण है। जनता की अपेक्षा है कि सभी संस्थाएं परस्पर सम्मान के साथ कार्य करें और संविधान की भावना को सर्वोपरि रखें। भारत के लोकतंत्र में संविधान सर्वोच्च है और न्यायपालिका, कार्यपालिका तथा विधायिका तीनों को उसकी मर्यादा में रहकर काम करना होता है। हाल के दिनों में इस संतुलन को लेकर कई प्रश्न उठे हैं जिन पर गंभीर विचार आवश्यक है। राज्यपाल की भूमिका, विधेयकों पर समय सीमा और न्यायिक समीक्षा के अधिकार को लेकर चल रही बहस देश की संघीय संरचना के लिए महत्वपूर्ण है। जनता की अपेक्षा है कि सभी संस्थाएं परस्पर सम्मान के साथ कार्य करें और संविधान की भावना को सर्वोपरि रखें। भारत के लोकतंत्र में संविधान सर्वोच्च है और न्यायपालिका, कार्यपालिका तथा विधायिका तीनों को उसकी मर्यादा में रहकर काम करना होता है। हाल के दिनों में इस संतुलन को लेकर कई प्रश्न उठे हैं जिन पर गंभीर विचार आवश्यक है। राज्यपाल की भूमिका, विधेयकों पर समय सीमा और न्यायिक समीक्षा के अधिकार को लेकर चल रही बहस देश की संघीय संरचना के लिए महत्वपूर्ण है। जनता की अपेक्षा है कि सभी संस्थाएं परस्पर सम्मान के साथ कार्य करें और संविधान की भावना को सर्वोपरि रखें। — [342, 296, 420, 477]
main-story-byline: • राम कुमार — [372, 284, 390, 289]
vigyan-column-2: भारत के लोकतंत्र में संविधान सर्वोच्च है और न्यायपालिका, कार्यपालिका तथा विधायिका तीनों को उसकी मर्यादा में रहकर काम करना होता है। हाल के दिनों में इस संतुलन को लेकर कई प्रश्न उठे हैं जिन पर गंभीर विचार आवश्यक है। राज्यपाल की भूमिका, विधेयकों पर समय सीमा और न्यायिक समीक्षा के अधिकार को लेकर चल रही बहस देश की संघीय संरचना के लिए महत्वपूर्ण है। जनता की अपेक्षा है कि सभी संस्थाएं परस्पर सम्मान के साथ कार्य करें और संविधान की भावना को सर्वोपरि रखें। भारत के लोकतंत्र में संविधान सर्वोच्च है और न्यायपालिका, कार्यपालिका तथा विधायिका तीनों को उसकी मर्यादा में रहकर काम करना होता है। हाल के दिनों में इस संतुलन को लेकर कई प्रश्न उठे हैं जिन पर गंभीर विचार आवश्यक है। राज्यपाल की भूमिका, विधेयकों पर समय सीमा और न्यायिक समीक्षा के अधिकार को लेकर चल रही बहस देश की संघीय संरचना के लिए महत्वपूर्ण है। जनता की अपेक्षा है कि सभी संस्थाएं परस्पर सम्मान के साथ कार्य करें और संविधान की भावना को सर्वोपरि रखें। भारत के लोकतंत्र में संविधान सर्वोच्च है और न्यायपालिका, कार्यपालिका तथा विधायिका तीनों को उसकी मर्यादा में रहकर काम करना होता है। हाल के दिनों में इस संतुलन को लेकर कई प्रश्न उठे हैं जिन पर गंभीर विचार आवश्यक है। राज्यपाल की भूमिका, विधेयकों पर समय सीमा और न्यायिक समीक्षा के अधिकार को लेकर चल रही बहस देश की संघीय संरचना के लिए महत्वपूर्ण है। जनता की अपेक्षा है कि सभी संस्थाएं परस्पर सम्मान के साथ कार्य करें और संविधान की भावना को सर्वोपरि रखें। भारत के लोकतंत्र में संविधान सर्वोच्च है और न्यायपालिका, कार्यपालिका तथा विधायिका तीनों को उसकी मर्यादा में रहकर काम करना होता है। हाल के दिनों में इस संतुलन को लेकर कई प्रश्न उठे हैं जिन पर गंभीर विचार आवश्यक है। राज्यपाल की भूमिका, विधेयकों पर समय सीमा और न्यायिक समीक्षा के अधिकार को लेकर चल रही बहस देश की संघीय संरचना के लिए महत्वपूर्ण है। जनता की अपेक्षा है कि सभी संस्थाएं परस्पर सम्मान के साथ कार्य करें और संविधान की भावना को सर्वोपरि रखें। भारत के लोकतंत्र में संविधान सर्वोच्च है और न्यायपालिका, कार्यपालिका तथा विधायिका तीनों को उसकी मर्यादा में रहकर काम करना होता है। हाल के दिनों में इस संतुलन को लेकर कई प्रश्न उठे हैं जिन पर गंभीर विचार आवश्यक है। राज्यपाल की भूमिका, विधेयकों पर समय सीमा और न्यायिक समीक्षा के अधिकार को लेकर चल रही बहस देश की संघीय संरचना के लिए महत्वपूर्ण है। जनता की अपेक्षा है कि सभी संस्थाएं परस्पर सम्मान के साथ कार्य करें और संविधान की भावना को सर्वोपरि रखें। भारत के लोकतंत्र में संविधान सर्वोच्च है और न्यायपालिका, कार्यपालिका तथा विधायिका तीनों को उसकी मर्यादा में रहकर काम करना होता है। हाल के दिनों में इस संतुलन को लेकर कई प्रश्न उठे हैं जिन पर गंभीर विचार आवश्यक है। राज्यपाल की भूमिका, विधेयकों पर समय सीमा और न्यायिक समीक्षा के अधिकार को लेकर चल रही बहस देश की संघीय संरचना के लिए महत्वपूर्ण है। जनता की अपेक्षा है कि सभी संस्थाएं परस्पर सम्मान के साथ कार्य करें और संविधान की भावना को सर्वोपरि रखें। — [134, 276, 252, 395]
